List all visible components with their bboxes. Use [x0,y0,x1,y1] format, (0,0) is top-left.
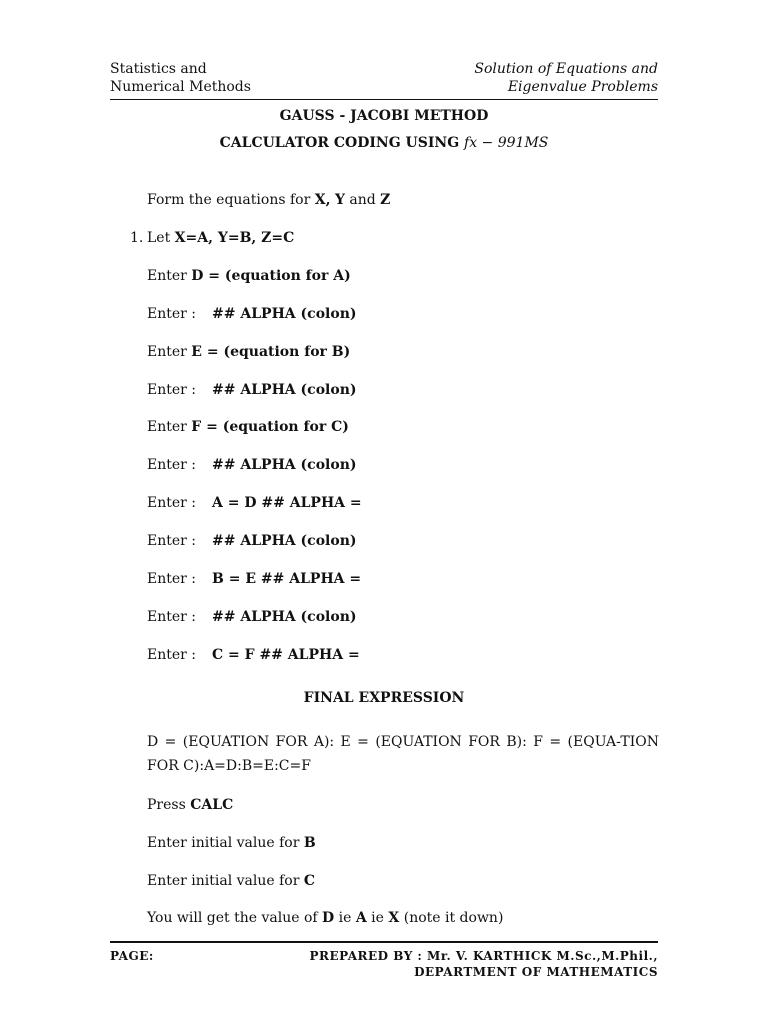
step-content [147,190,390,210]
step-bold-text: B = E ## ALPHA = [212,571,362,587]
header-divider [110,99,658,100]
step-content [147,871,315,891]
var-a: A [355,910,367,926]
step-bold-text: D = (equation for A) [191,268,351,284]
step-content [147,645,360,665]
step-bold-text: A = D ## ALPHA = [212,495,362,511]
step-bold-text: C [303,873,316,889]
header-subject-line2: Numerical Methods [110,79,251,95]
step-content [147,493,362,513]
step-text: Enter : [147,306,197,322]
var-x: X [388,910,400,926]
list-bold-text: X=A, Y=B, Z=C [174,230,295,246]
page-subtitle [110,134,658,152]
step-bold-text: ## ALPHA (colon) [212,306,357,322]
header-right [474,60,658,96]
step-text: Enter : [147,571,197,587]
var-z: Z [380,192,391,208]
step-bold-text: ## ALPHA (colon) [212,533,357,549]
header-chapter-line2: Eigenvalue Problems [507,79,658,95]
calculator-model: fx − 991MS [464,135,549,151]
step-content [147,266,351,286]
list-item [130,228,294,248]
final-expression-heading: FINAL EXPRESSION [303,690,465,706]
step-bold-text: ## ALPHA (colon) [212,382,357,398]
var-x: X, [314,192,331,208]
step-content [147,455,357,475]
footer-divider [110,941,658,943]
step-text: Press [147,797,191,813]
step-text: Form the equations for [147,192,315,208]
step-content [147,569,361,589]
list-text: Let [147,230,175,246]
footer-page-label: PAGE: [110,949,154,963]
step-content [147,380,357,400]
step-text: Enter [147,419,192,435]
step-text: You will get the value of [147,910,323,926]
step-text: Enter : [147,457,197,473]
step-text: Enter initial value for [147,873,304,889]
step-text-and: and [344,192,381,208]
var-d: D [322,910,335,926]
step-text: Enter [147,268,192,284]
step-text: Enter : [147,533,197,549]
step-bold-text: B [303,835,316,851]
subtitle-text: CALCULATOR CODING USING [219,135,460,151]
header-left [110,60,251,96]
step-content [147,531,357,551]
step-content [147,795,233,815]
step-bold-text: ## ALPHA (colon) [212,609,357,625]
footer-department: DEPARTMENT OF MATHEMATICS [414,965,658,979]
step-bold-text: CALC [190,797,234,813]
step-text: Enter initial value for [147,835,304,851]
step-text: Enter : [147,647,197,663]
step-bold-text: C = F ## ALPHA = [212,647,360,663]
var-y: Y [334,192,345,208]
step-bold-text: F = (equation for C) [191,419,349,435]
step-content [147,342,350,362]
header-chapter-line1: Solution of Equations and [474,61,658,77]
step-text-ie: ie [334,910,356,926]
footer-credits [309,948,658,980]
step-bold-text: E = (equation for B) [191,344,351,360]
list-number: 1. [130,230,144,246]
step-text: Enter : [147,609,197,625]
step-text: Enter : [147,495,197,511]
step-content [147,908,503,928]
page-title: GAUSS - JACOBI METHOD [279,108,489,124]
step-content [147,833,316,853]
header-subject-line1: Statistics and [110,61,207,77]
footer-prepared-by: PREPARED BY : Mr. V. KARTHICK M.Sc.,M.Phil., [309,949,658,963]
step-content [147,417,349,437]
step-text: Enter [147,344,192,360]
final-expression: D = (EQUATION FOR A): E = (EQUATION FOR B): F = (EQUA-TION FOR C):A=D:B=E:C=F [147,734,659,774]
step-text-note: (note it down) [399,910,504,926]
step-text: Enter : [147,382,197,398]
step-content [147,304,357,324]
step-text-ie: ie [366,910,389,926]
step-content [147,607,357,627]
step-bold-text: ## ALPHA (colon) [212,457,357,473]
